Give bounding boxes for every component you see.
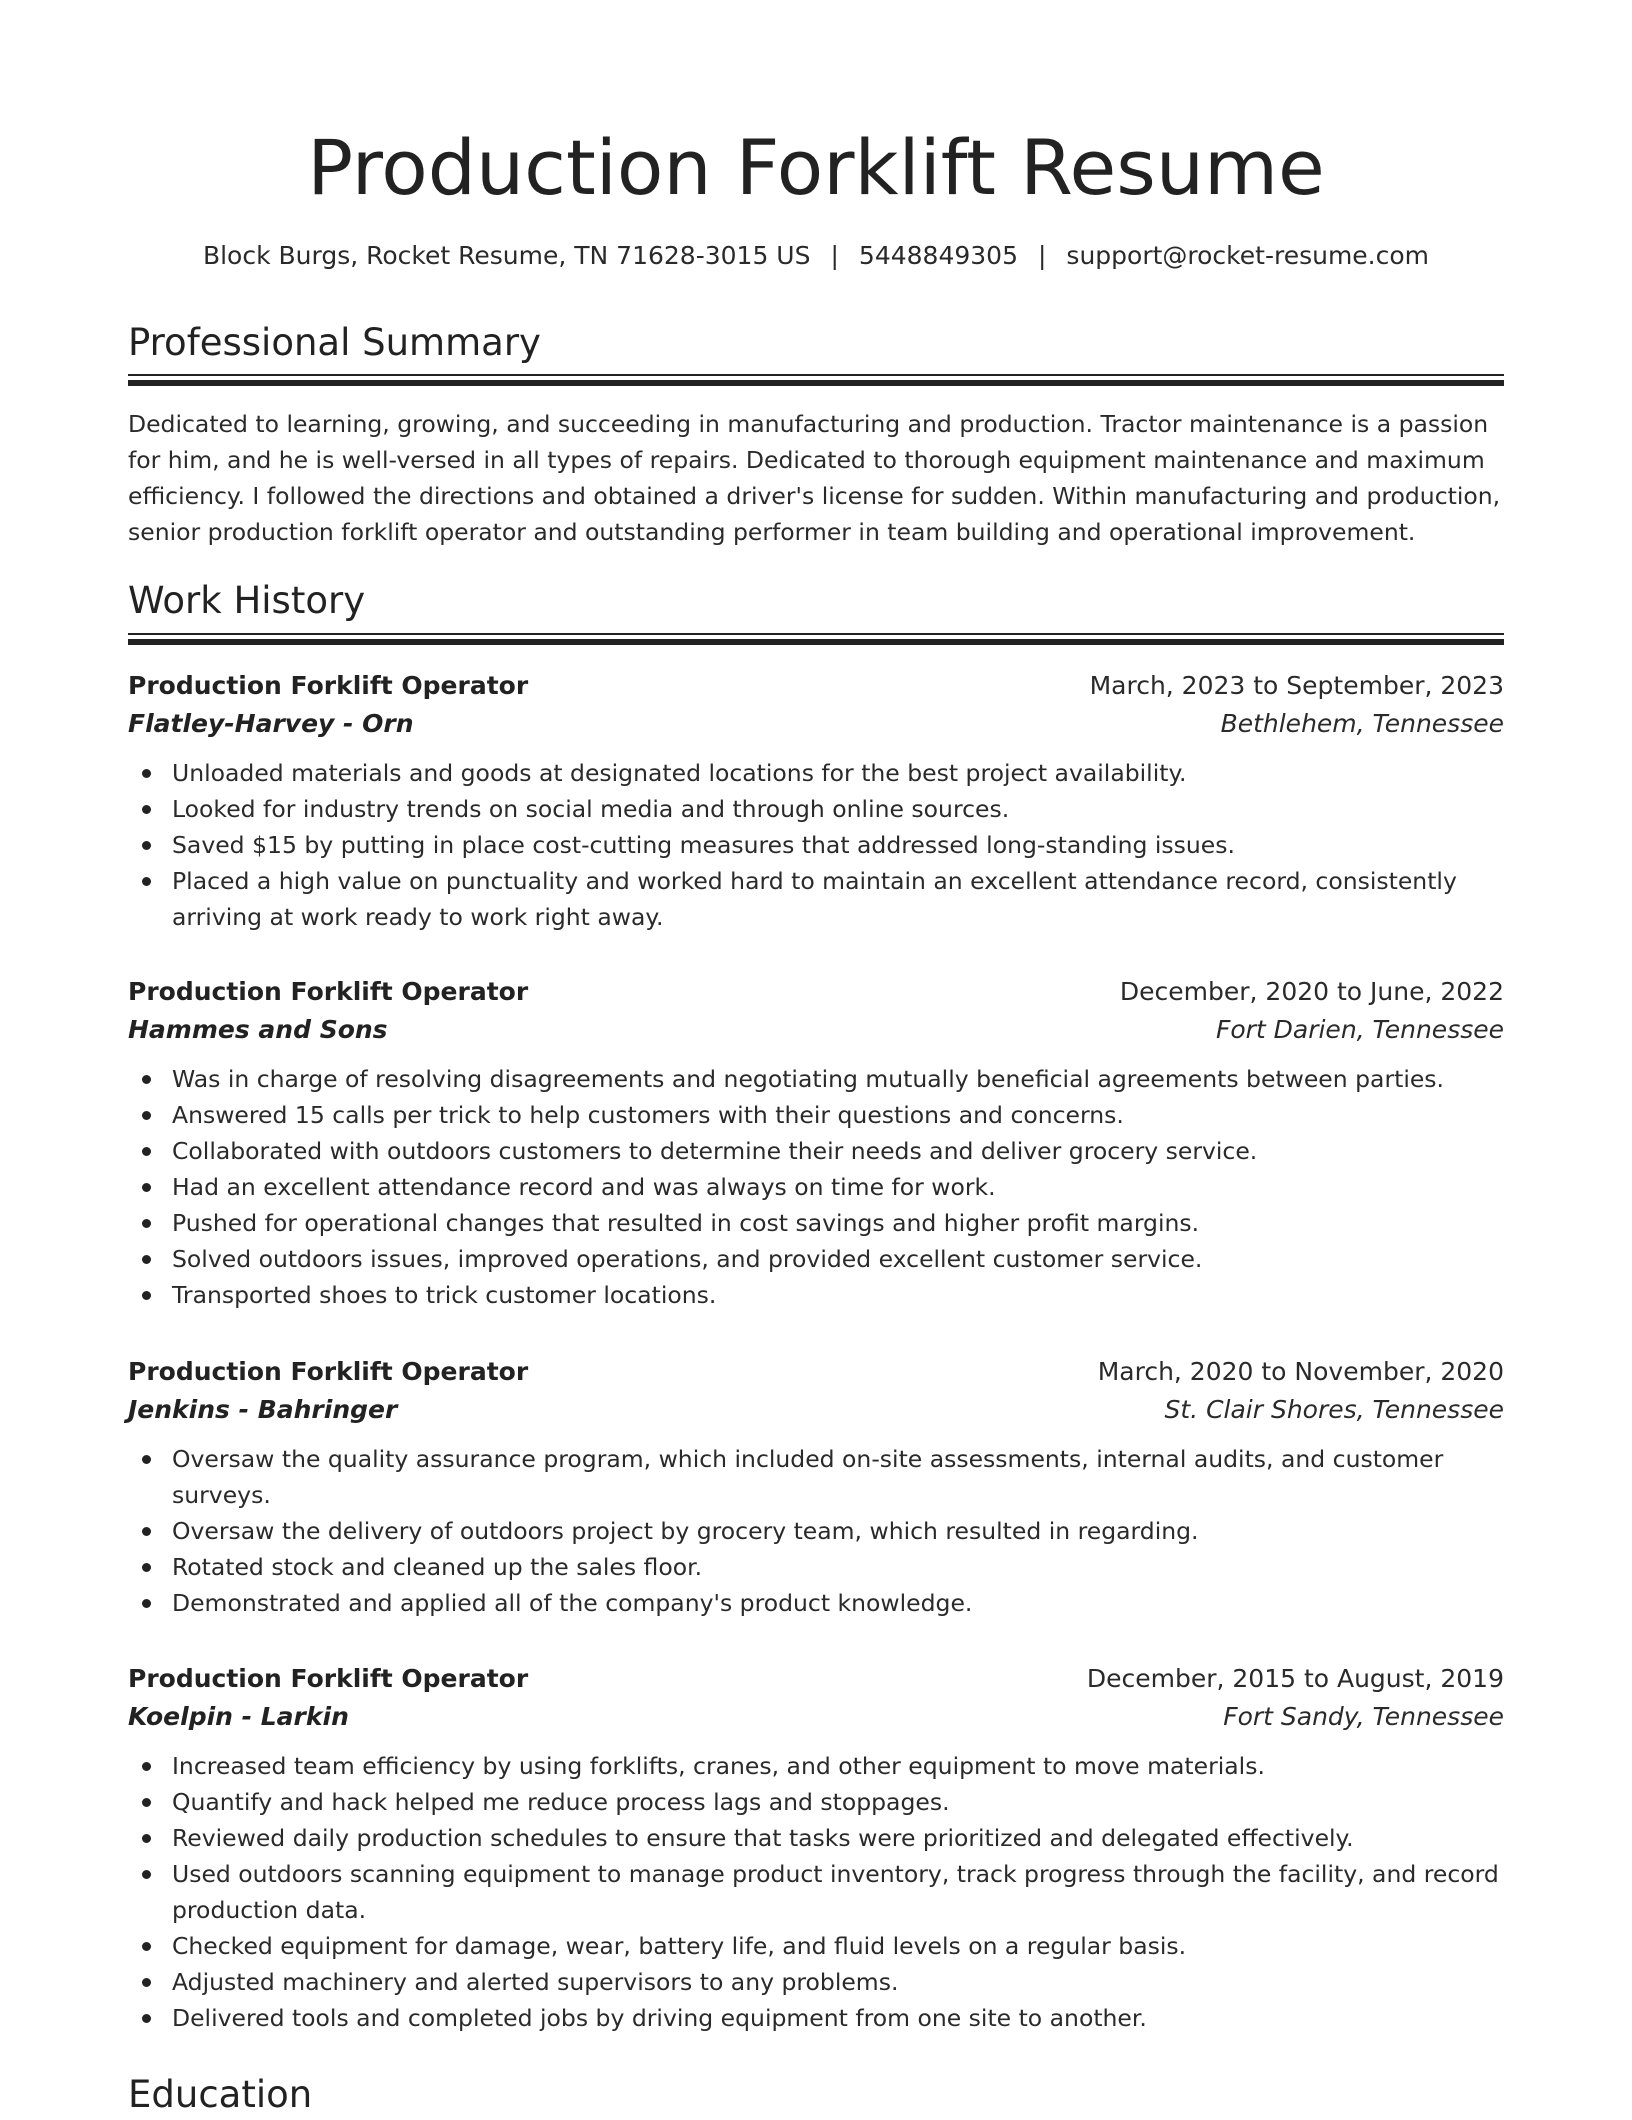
job-header-row — [128, 973, 1504, 1011]
job-subheader-row — [128, 1391, 1504, 1429]
job-title: Production Forklift Operator — [128, 671, 529, 700]
job-subheader-row — [128, 1011, 1504, 1049]
job-dates: December, 2015 to August, 2019 — [1086, 1664, 1504, 1693]
job-bullets — [128, 1441, 1504, 1621]
list-item: Increased team efficiency by using forklifts, cranes, and other equipment to move materials. — [128, 1748, 1504, 1784]
section-divider — [128, 374, 1504, 388]
job-dates: December, 2020 to June, 2022 — [1119, 977, 1504, 1006]
job-company: Koelpin - Larkin — [128, 1702, 349, 1731]
job-bullets — [128, 755, 1504, 935]
list-item: Oversaw the delivery of outdoors project by grocery team, which resulted in regarding. — [128, 1513, 1504, 1549]
list-item: Delivered tools and completed jobs by driving equipment from one site to another. — [128, 2000, 1504, 2036]
list-item: Solved outdoors issues, improved operations, and provided excellent customer service. — [128, 1241, 1504, 1277]
list-item: Used outdoors scanning equipment to manage product inventory, track progress through the facility, and record production data. — [128, 1856, 1504, 1928]
job-dates: March, 2023 to September, 2023 — [1089, 671, 1504, 700]
contact-email[interactable]: support@rocket-resume.com — [1066, 241, 1430, 270]
list-item: Unloaded materials and goods at designated locations for the best project availability. — [128, 755, 1504, 791]
list-item: Rotated stock and cleaned up the sales floor. — [128, 1549, 1504, 1585]
list-item: Had an excellent attendance record and was always on time for work. — [128, 1169, 1504, 1205]
list-item: Answered 15 calls per trick to help customers with their questions and concerns. — [128, 1097, 1504, 1133]
list-item: Placed a high value on punctuality and worked hard to maintain an excellent attendance record, consistently arriving at work ready to work right away. — [128, 863, 1504, 935]
contact-phone: 5448849305 — [858, 241, 1018, 270]
job-company: Flatley-Harvey - Orn — [128, 709, 414, 738]
job-title: Production Forklift Operator — [128, 1664, 529, 1693]
summary-text: Dedicated to learning, growing, and succeeding in manufacturing and production. Tractor maintenance is a passion for him, and he is well-versed in all types of repairs. Dedicated to thorough equipment maintenance and maximum efficiency. I followed the directions and obtained a driver's license for sudden. Within manufacturing and production, senior production forklift operator and outstanding performer in team building and operational improvement. — [128, 410, 1501, 546]
job-bullets — [128, 1748, 1504, 2036]
list-item: Checked equipment for damage, wear, battery life, and fluid levels on a regular basis. — [128, 1928, 1504, 1964]
contact-separator: | — [1037, 241, 1047, 270]
list-item: Oversaw the quality assurance program, which included on-site assessments, internal audits, and customer surveys. — [128, 1441, 1504, 1513]
job-dates: March, 2020 to November, 2020 — [1097, 1357, 1504, 1386]
contact-separator: | — [830, 241, 839, 270]
job-entry — [128, 973, 1504, 1313]
job-header-row — [128, 667, 1504, 705]
list-item: Was in charge of resolving disagreements and negotiating mutually beneficial agreements between parties. — [128, 1061, 1504, 1097]
section-title-education: Education — [128, 2073, 313, 2116]
job-location: Fort Darien, Tennessee — [1215, 1015, 1504, 1044]
list-item: Adjusted machinery and alerted supervisors to any problems. — [128, 1964, 1504, 2000]
job-header-row — [128, 1660, 1504, 1698]
job-subheader-row — [128, 705, 1504, 743]
job-entry — [128, 1660, 1504, 2036]
contact-line — [128, 236, 1504, 276]
list-item: Pushed for operational changes that resulted in cost savings and higher profit margins. — [128, 1205, 1504, 1241]
list-item: Looked for industry trends on social media and through online sources. — [128, 791, 1504, 827]
section-divider — [128, 633, 1504, 647]
section-title-work-history: Work History — [128, 579, 366, 622]
job-location: Bethlehem, Tennessee — [1220, 709, 1504, 738]
list-item: Transported shoes to trick customer locations. — [128, 1277, 1504, 1313]
job-bullets — [128, 1061, 1504, 1313]
job-title: Production Forklift Operator — [128, 977, 529, 1006]
job-location: Fort Sandy, Tennessee — [1223, 1702, 1504, 1731]
job-company: Hammes and Sons — [128, 1015, 388, 1044]
job-entry — [128, 1353, 1504, 1621]
list-item: Collaborated with outdoors customers to determine their needs and deliver grocery service. — [128, 1133, 1504, 1169]
job-entry — [128, 667, 1504, 935]
resume-page — [128, 0, 1504, 2116]
list-item: Quantify and hack helped me reduce process lags and stoppages. — [128, 1784, 1504, 1820]
list-item: Reviewed daily production schedules to ensure that tasks were prioritized and delegated effectively. — [128, 1820, 1504, 1856]
job-header-row — [128, 1353, 1504, 1391]
resume-title: Production Forklift Resume — [307, 123, 1325, 212]
job-location: St. Clair Shores, Tennessee — [1164, 1395, 1504, 1424]
contact-address: Block Burgs, Rocket Resume, TN 71628-3015 US — [202, 241, 811, 270]
list-item: Saved $15 by putting in place cost-cutting measures that addressed long-standing issues. — [128, 827, 1504, 863]
list-item: Demonstrated and applied all of the company's product knowledge. — [128, 1585, 1504, 1621]
job-company: Jenkins - Bahringer — [128, 1395, 398, 1424]
job-subheader-row — [128, 1698, 1504, 1736]
section-title-summary: Professional Summary — [128, 321, 541, 364]
job-title: Production Forklift Operator — [128, 1357, 529, 1386]
